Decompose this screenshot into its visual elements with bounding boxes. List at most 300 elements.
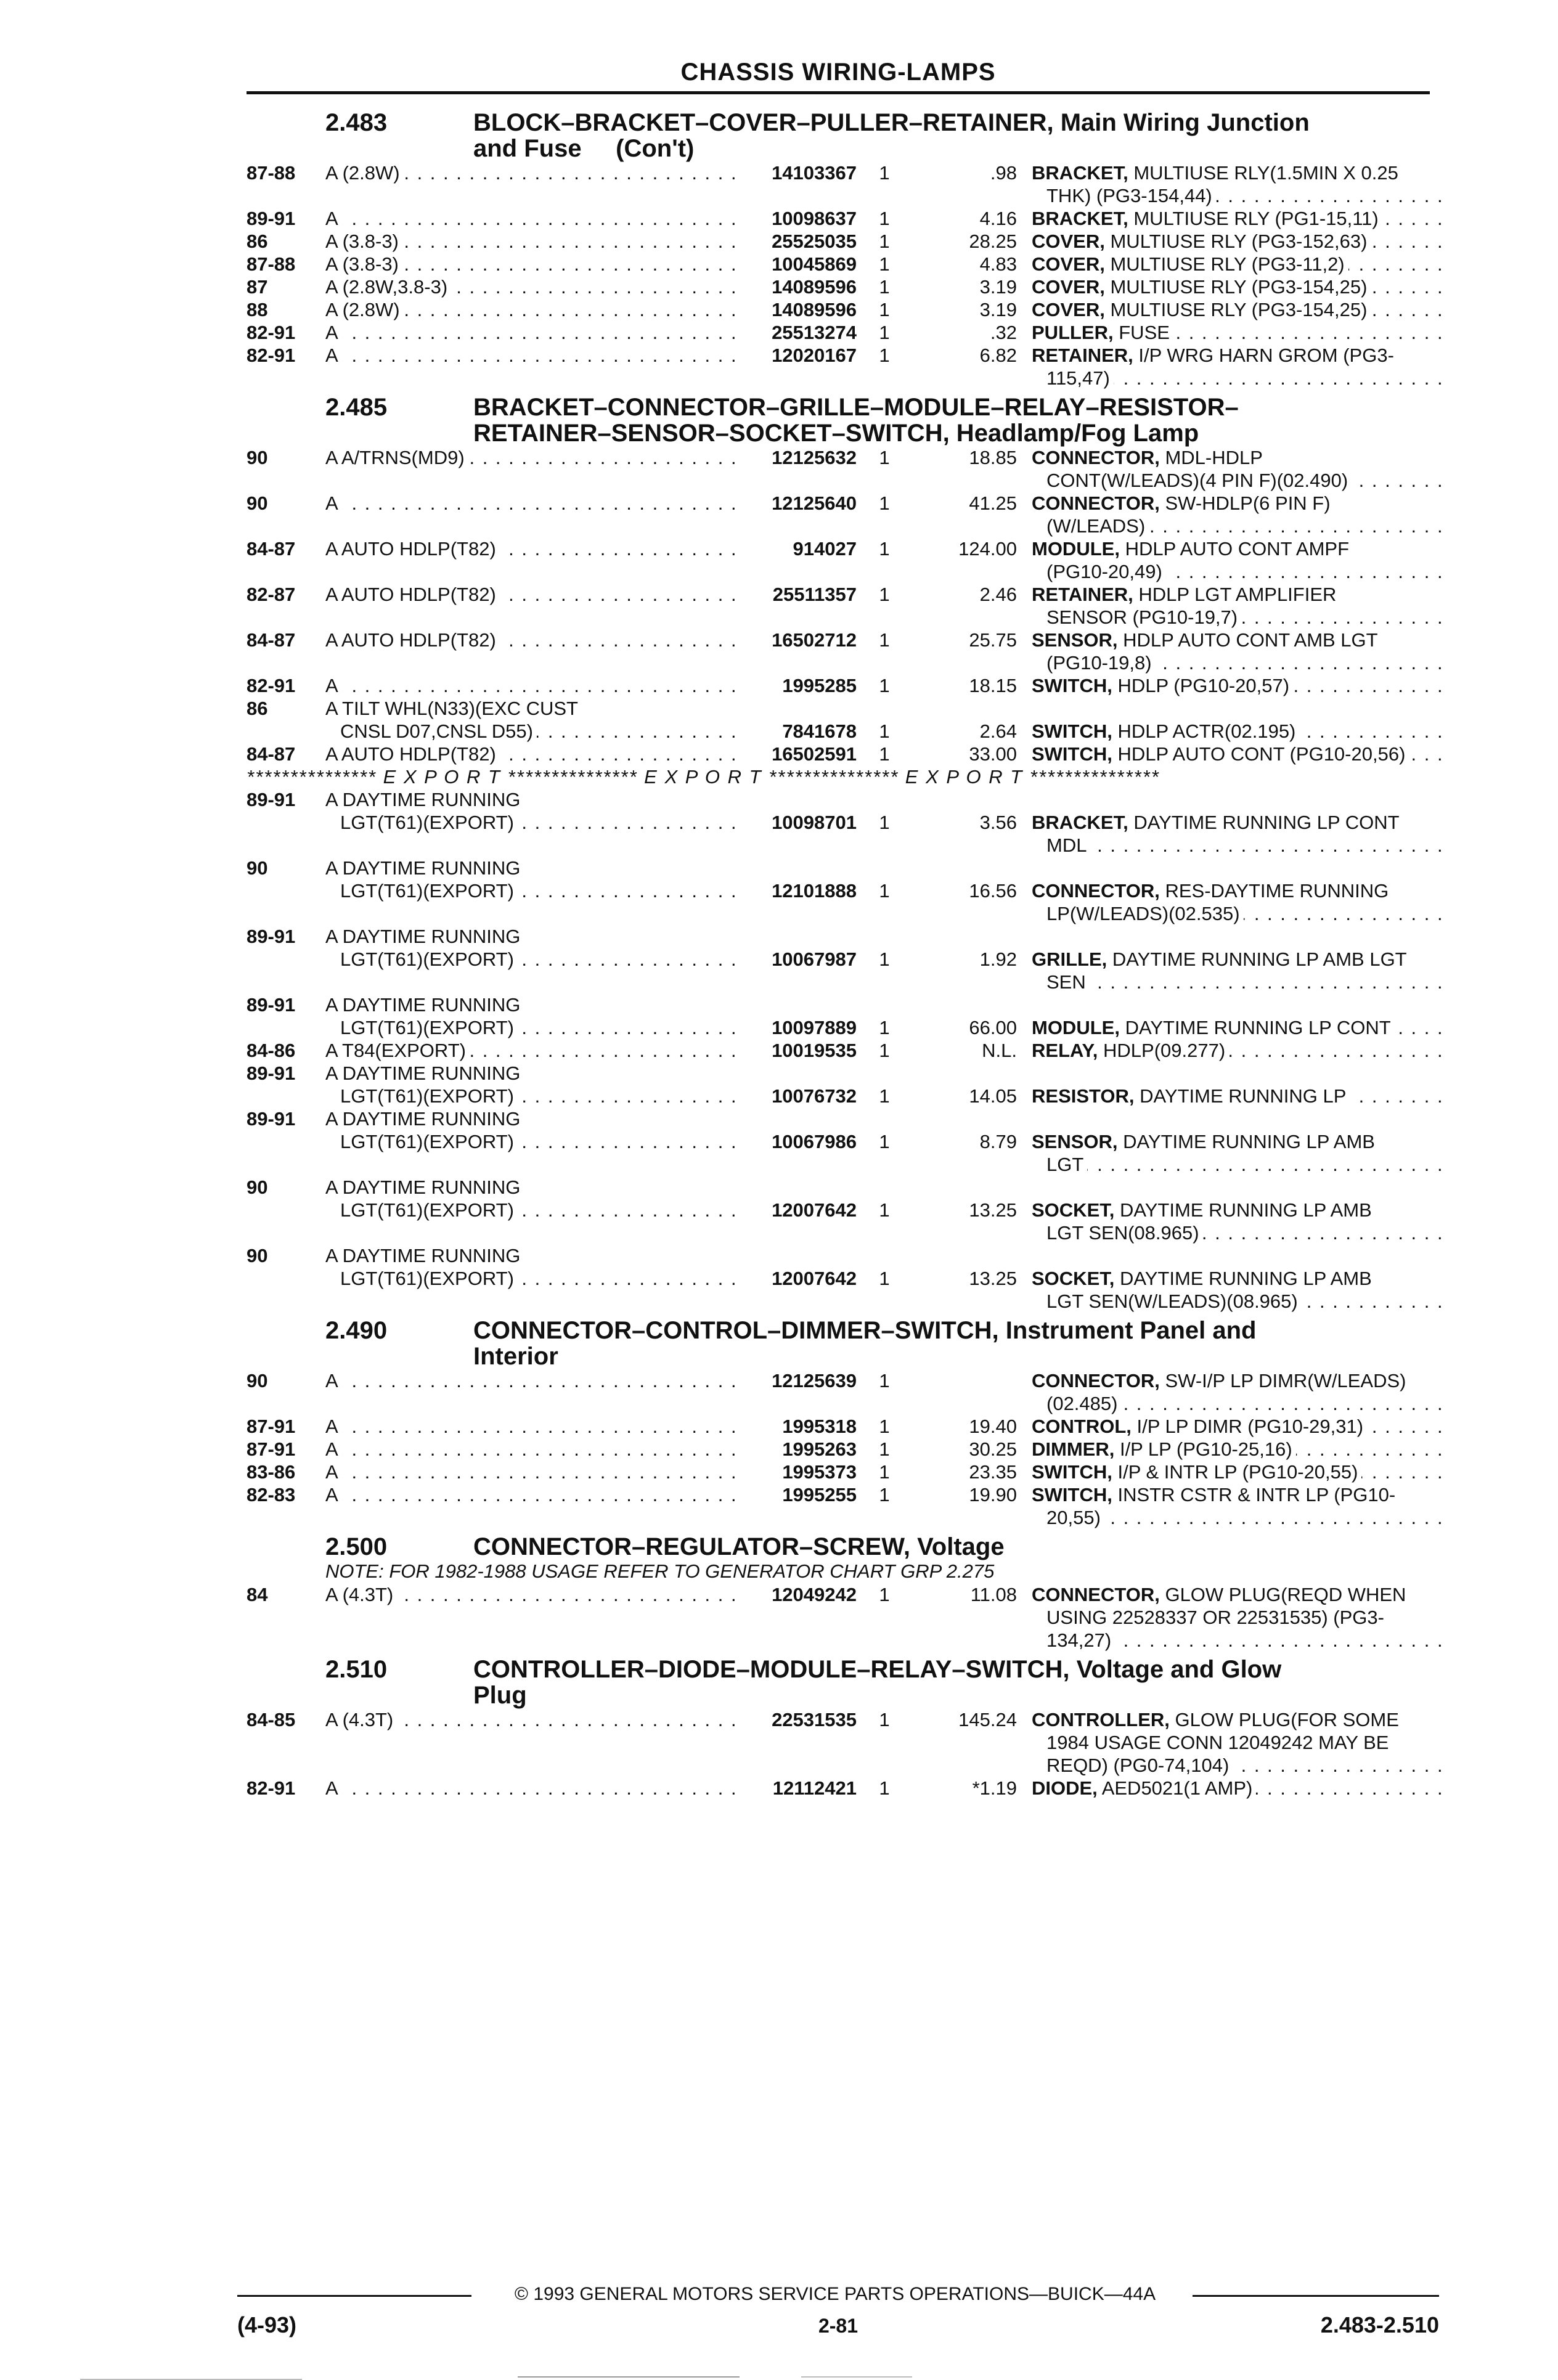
part-name: SWITCH,	[1032, 720, 1112, 742]
description-text	[1032, 253, 1348, 275]
application	[325, 606, 740, 629]
year-range	[247, 902, 325, 925]
part-number: 25511357	[772, 584, 857, 605]
part-number: 1995318	[782, 1416, 857, 1437]
application-text: A AUTO HDLP(T82)	[325, 743, 500, 765]
quantity: 1	[879, 208, 890, 229]
application-text: A A/TRNS(MD9)	[325, 447, 468, 468]
table-row	[247, 1176, 1436, 1244]
table-row	[247, 1244, 1436, 1313]
quantity	[857, 971, 912, 993]
row-line	[247, 857, 1436, 879]
year-range	[247, 606, 325, 629]
footer-rule-right	[1193, 2295, 1439, 2297]
year-range	[247, 1731, 325, 1754]
application	[325, 1392, 740, 1415]
section-heading	[247, 1318, 1436, 1369]
description-text	[1032, 629, 1382, 651]
description-detail: FUSE	[1119, 322, 1170, 343]
section-heading	[247, 110, 1436, 161]
description-detail: SW-I/P LP DIMR(W/LEADS)	[1165, 1370, 1406, 1392]
description-text	[1032, 162, 1402, 184]
application-text: LGT(T61)(EXPORT)	[325, 880, 518, 902]
table-row	[247, 537, 1436, 583]
description-detail: HDLP ACTR(02.195)	[1117, 720, 1296, 742]
year-range: 90	[247, 492, 268, 514]
section-number: 2.510	[325, 1656, 388, 1683]
price	[912, 788, 1032, 811]
part-number: 12125639	[772, 1370, 857, 1392]
row-line	[247, 1267, 1436, 1290]
application-text: A DAYTIME RUNNING	[325, 1245, 524, 1266]
description	[1032, 1708, 1451, 1731]
quantity	[857, 1290, 912, 1313]
application-text: A TILT WHL(N33)(EXC CUST	[325, 698, 582, 719]
description-detail: THK) (PG3-154,44)	[1046, 185, 1212, 206]
application	[325, 629, 740, 651]
description-text	[1032, 515, 1149, 537]
application	[325, 1085, 740, 1107]
catalog-section	[247, 1318, 1436, 1529]
quantity	[857, 1754, 912, 1777]
part-name: DIODE,	[1032, 1777, 1098, 1799]
year-range: 83-86	[247, 1461, 296, 1483]
description-text	[1032, 208, 1382, 229]
catalog-section	[247, 1657, 1436, 1799]
quantity: 1	[879, 675, 890, 696]
description-text	[1032, 1507, 1104, 1528]
description-detail: I/P & INTR LP (PG10-20,55)	[1117, 1461, 1358, 1483]
table-row	[247, 993, 1436, 1039]
description-detail: I/P LP (PG10-25,16)	[1119, 1438, 1292, 1460]
part-number	[740, 1290, 857, 1313]
description-text	[1032, 1085, 1350, 1107]
description-text	[1032, 1370, 1409, 1392]
row-line	[247, 515, 1436, 537]
price: 13.25	[969, 1268, 1017, 1289]
application-text: A DAYTIME RUNNING	[325, 994, 524, 1016]
year-range	[247, 948, 325, 971]
row-line	[247, 674, 1436, 697]
row-line	[247, 344, 1436, 367]
application-text: A (3.8-3)	[325, 230, 402, 252]
year-range	[247, 720, 325, 743]
description	[1032, 1754, 1451, 1777]
description	[1032, 344, 1451, 367]
price	[912, 1754, 1032, 1777]
section-number: 2.483	[325, 109, 388, 136]
application	[325, 469, 740, 492]
part-number: 16502712	[772, 629, 857, 651]
part-number	[740, 1754, 857, 1777]
section-number: 2.485	[325, 394, 388, 421]
price: 19.90	[969, 1484, 1017, 1506]
row-line	[247, 321, 1436, 344]
footer-rule-left	[237, 2295, 471, 2297]
price: 33.00	[969, 743, 1017, 765]
part-name: SOCKET,	[1032, 1268, 1115, 1289]
quantity: 1	[879, 1017, 890, 1038]
application-text: A AUTO HDLP(T82)	[325, 629, 500, 651]
row-line	[247, 651, 1436, 674]
description	[1032, 1777, 1451, 1799]
part-number	[740, 651, 857, 674]
application	[325, 1506, 740, 1529]
row-line	[247, 1438, 1436, 1461]
year-range: 87-88	[247, 162, 296, 184]
year-range: 82-91	[247, 675, 296, 696]
part-name: CONNECTOR,	[1032, 880, 1160, 902]
price: 16.56	[969, 880, 1017, 902]
part-number: 10076732	[772, 1085, 857, 1107]
year-range	[247, 1392, 325, 1415]
part-number	[740, 1506, 857, 1529]
part-number: 14089596	[772, 299, 857, 320]
year-range	[247, 811, 325, 834]
price: .32	[990, 322, 1017, 343]
part-name: PULLER,	[1032, 322, 1114, 343]
description-text	[1032, 1777, 1256, 1799]
description-text	[1032, 1131, 1379, 1152]
quantity: 1	[879, 584, 890, 605]
part-number: 1995263	[782, 1438, 857, 1460]
part-number: 12007642	[772, 1268, 857, 1289]
quantity: 1	[879, 812, 890, 833]
description	[1032, 629, 1451, 651]
table-row	[247, 275, 1436, 298]
application-text: A	[325, 1461, 342, 1483]
description-detail: LGT SEN(08.965)	[1046, 1222, 1199, 1244]
application	[325, 515, 740, 537]
year-range: 89-91	[247, 1062, 296, 1084]
year-range	[247, 184, 325, 207]
application-text: A DAYTIME RUNNING	[325, 1176, 524, 1198]
part-name: COVER,	[1032, 230, 1105, 252]
quantity	[857, 1606, 912, 1629]
description-text	[1032, 1040, 1229, 1061]
year-range: 86	[247, 698, 268, 719]
description	[1032, 1506, 1451, 1529]
table-row	[247, 253, 1436, 275]
part-number: 914027	[793, 538, 857, 560]
year-range	[247, 971, 325, 993]
description-text	[1032, 903, 1244, 924]
quantity	[857, 1506, 912, 1529]
price	[912, 902, 1032, 925]
application	[325, 1629, 740, 1652]
application	[325, 1199, 740, 1221]
price: 3.56	[979, 812, 1017, 833]
quantity: 1	[879, 344, 890, 366]
part-number	[740, 1153, 857, 1176]
price	[912, 606, 1032, 629]
application-text: LGT(T61)(EXPORT)	[325, 1085, 518, 1107]
price	[912, 1176, 1032, 1199]
quantity	[857, 184, 912, 207]
price: .98	[990, 162, 1017, 184]
quantity	[857, 1392, 912, 1415]
table-row	[247, 321, 1436, 344]
description	[1032, 743, 1451, 765]
description-detail: (PG10-20,49)	[1046, 561, 1162, 582]
row-line	[247, 834, 1436, 857]
quantity: 1	[879, 1484, 890, 1506]
description	[1032, 446, 1451, 469]
row-line	[247, 1754, 1436, 1777]
part-number: 16502591	[772, 743, 857, 765]
description-text	[1032, 561, 1166, 582]
application	[325, 857, 740, 879]
part-number: 1995255	[782, 1484, 857, 1506]
application	[325, 1130, 740, 1153]
part-name: CONTROL,	[1032, 1416, 1132, 1437]
year-range: 84-85	[247, 1709, 296, 1730]
application-text: A	[325, 208, 342, 229]
year-range: 86	[247, 230, 268, 252]
quantity: 1	[879, 1709, 890, 1730]
part-name: COVER,	[1032, 299, 1105, 320]
part-number	[740, 367, 857, 389]
description-text	[1032, 1484, 1399, 1506]
application	[325, 492, 740, 515]
table-row	[247, 1039, 1436, 1062]
part-number: 12101888	[772, 880, 857, 902]
description-detail: MULTIUSE RLY (PG3-152,63)	[1110, 230, 1368, 252]
section-heading	[247, 394, 1436, 446]
description-detail: MDL-HDLP	[1165, 447, 1263, 468]
description	[1032, 902, 1451, 925]
part-number: 12125640	[772, 492, 857, 514]
part-name: RESISTOR,	[1032, 1085, 1135, 1107]
row-line	[247, 1483, 1436, 1506]
quantity	[857, 834, 912, 857]
price: 18.15	[969, 675, 1017, 696]
application	[325, 367, 740, 389]
description-detail: DAYTIME RUNNING LP AMB	[1119, 1268, 1372, 1289]
row-line	[247, 446, 1436, 469]
quantity	[857, 367, 912, 389]
part-number	[740, 1731, 857, 1754]
description	[1032, 367, 1451, 389]
price	[912, 515, 1032, 537]
part-number	[740, 1062, 857, 1085]
part-name: MODULE,	[1032, 1017, 1120, 1038]
export-label: E X P O R T	[905, 766, 1024, 788]
application	[325, 1039, 740, 1062]
application-text: A	[325, 675, 342, 696]
application-text: A (4.3T)	[325, 1709, 397, 1730]
price	[912, 834, 1032, 857]
price: 145.24	[958, 1709, 1017, 1730]
table-row	[247, 1369, 1436, 1415]
row-line	[247, 1606, 1436, 1629]
application-text: A T84(EXPORT)	[325, 1040, 470, 1061]
application	[325, 993, 740, 1016]
price	[912, 971, 1032, 993]
description-text	[1032, 344, 1398, 366]
part-name: SOCKET,	[1032, 1199, 1115, 1221]
description-text	[1032, 1017, 1395, 1038]
part-name: CONNECTOR,	[1032, 492, 1160, 514]
application-text: A DAYTIME RUNNING	[325, 857, 524, 879]
description-detail: GLOW PLUG(REQD WHEN	[1165, 1584, 1406, 1605]
description	[1032, 1438, 1451, 1461]
description-text	[1032, 299, 1371, 320]
year-range	[247, 834, 325, 857]
part-name: RETAINER,	[1032, 584, 1133, 605]
application	[325, 253, 740, 275]
part-name: CONTROLLER,	[1032, 1709, 1170, 1730]
table-row	[247, 298, 1436, 321]
part-name: BRACKET,	[1032, 812, 1128, 833]
row-line	[247, 1369, 1436, 1392]
price	[912, 1107, 1032, 1130]
description-text	[1032, 1629, 1115, 1651]
year-range: 90	[247, 857, 268, 879]
row-line	[247, 1130, 1436, 1153]
row-line	[247, 298, 1436, 321]
part-number	[740, 971, 857, 993]
row-line	[247, 1629, 1436, 1652]
description-detail: 20,55)	[1046, 1507, 1101, 1528]
application-text: A DAYTIME RUNNING	[325, 926, 524, 947]
table-row	[247, 629, 1436, 674]
part-number: 10045869	[772, 253, 857, 275]
quantity	[857, 1062, 912, 1085]
part-number: 10019535	[772, 1040, 857, 1061]
quantity	[857, 902, 912, 925]
part-name: SENSOR,	[1032, 629, 1118, 651]
quantity: 1	[879, 720, 890, 742]
footer-date: (4-93)	[237, 2312, 297, 2337]
year-range: 87-88	[247, 253, 296, 275]
year-range	[247, 1290, 325, 1313]
description	[1032, 811, 1451, 834]
application	[325, 1244, 740, 1267]
table-row	[247, 1708, 1436, 1777]
description-text	[1032, 1154, 1087, 1175]
row-line	[247, 629, 1436, 651]
part-name: CONNECTOR,	[1032, 1584, 1160, 1605]
quantity: 1	[879, 1777, 890, 1799]
row-line	[247, 537, 1436, 560]
part-number: 10098637	[772, 208, 857, 229]
description	[1032, 1290, 1451, 1313]
description	[1032, 515, 1451, 537]
row-line	[247, 697, 1436, 720]
year-range	[247, 1221, 325, 1244]
description-text	[1032, 880, 1392, 902]
price: 19.40	[969, 1416, 1017, 1437]
description-text	[1032, 834, 1090, 856]
year-range: 82-83	[247, 1484, 296, 1506]
description-detail: SENSOR (PG10-19,7)	[1046, 606, 1238, 628]
year-range	[247, 651, 325, 674]
year-range	[247, 560, 325, 583]
part-number: 10067987	[772, 948, 857, 970]
quantity: 1	[879, 629, 890, 651]
row-line	[247, 925, 1436, 948]
description	[1032, 834, 1451, 857]
description-text	[1032, 971, 1090, 993]
table-row	[247, 583, 1436, 629]
description-text	[1032, 1732, 1392, 1753]
quantity: 1	[879, 447, 890, 468]
price: 11.08	[970, 1584, 1017, 1605]
application	[325, 207, 740, 230]
footer-page-number: 2-81	[818, 2315, 859, 2337]
quantity	[857, 1107, 912, 1130]
year-range: 82-91	[247, 1777, 296, 1799]
description-text	[1032, 1199, 1376, 1221]
year-range: 89-91	[247, 1108, 296, 1130]
price	[912, 1606, 1032, 1629]
row-line	[247, 230, 1436, 253]
description-text	[1032, 1268, 1376, 1289]
description	[1032, 1244, 1451, 1267]
description-detail: AED5021(1 AMP)	[1101, 1777, 1253, 1799]
table-row	[247, 1107, 1436, 1176]
price	[912, 1290, 1032, 1313]
row-line	[247, 469, 1436, 492]
quantity: 1	[879, 276, 890, 298]
part-number	[740, 902, 857, 925]
application-text: A	[325, 1484, 342, 1506]
row-line	[247, 1085, 1436, 1107]
part-name: SWITCH,	[1032, 1484, 1112, 1506]
part-number	[740, 925, 857, 948]
row-line	[247, 1392, 1436, 1415]
section-title: BRACKET–CONNECTOR–GRILLE–MODULE–RELAY–RESISTOR– RETAINER–SENSOR–SOCKET–SWITCH, Headlamp/Fog Lamp	[473, 394, 1239, 447]
description-text	[1032, 812, 1403, 833]
description	[1032, 1085, 1451, 1107]
description-text	[1032, 743, 1409, 765]
price: 8.79	[979, 1131, 1017, 1152]
description-detail: MULTIUSE RLY(1.5MIN X 0.25	[1133, 162, 1398, 184]
table-row	[247, 1583, 1436, 1652]
description-detail: (W/LEADS)	[1046, 515, 1146, 537]
part-number	[740, 1629, 857, 1652]
application-text: A	[325, 1777, 342, 1799]
part-number: 10067986	[772, 1131, 857, 1152]
application	[325, 161, 740, 184]
price	[912, 697, 1032, 720]
application	[325, 537, 740, 560]
year-range: 88	[247, 299, 268, 320]
quantity: 1	[879, 880, 890, 902]
row-line	[247, 879, 1436, 902]
application	[325, 298, 740, 321]
year-range: 90	[247, 1370, 268, 1392]
quantity: 1	[879, 1268, 890, 1289]
application-text: A	[325, 1370, 342, 1392]
quantity: 1	[879, 743, 890, 765]
part-name: COVER,	[1032, 276, 1105, 298]
application	[325, 1483, 740, 1506]
quantity: 1	[879, 162, 890, 184]
row-line	[247, 1777, 1436, 1799]
description	[1032, 1731, 1451, 1754]
description	[1032, 1629, 1451, 1652]
application	[325, 1267, 740, 1290]
price: 4.16	[979, 208, 1017, 229]
description	[1032, 1267, 1451, 1290]
description	[1032, 583, 1451, 606]
part-name: SWITCH,	[1032, 743, 1112, 765]
price	[912, 1062, 1032, 1085]
application	[325, 1369, 740, 1392]
quantity: 1	[879, 1085, 890, 1107]
